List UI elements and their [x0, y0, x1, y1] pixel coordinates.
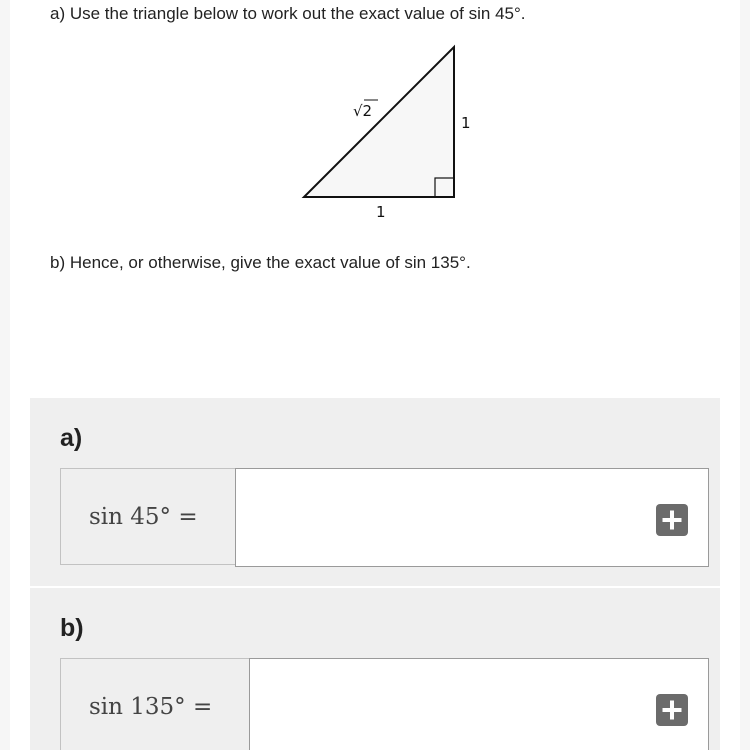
part-a-prompt: sin 45° =	[89, 503, 198, 530]
question-page	[10, 0, 740, 750]
question-part-a-text: a) Use the triangle below to work out the exact value of sin 45°.	[50, 4, 526, 23]
part-a-insert-button[interactable]	[656, 504, 688, 536]
part-b-label: b)	[60, 614, 84, 642]
base-label: 1	[376, 203, 386, 221]
part-b-answer-input[interactable]	[249, 658, 709, 750]
right-triangle-figure	[280, 40, 480, 225]
answer-section-b	[30, 588, 720, 750]
part-a-label: a)	[60, 424, 83, 452]
part-a-prompt-box	[60, 468, 236, 565]
hypotenuse-label: √2	[353, 102, 373, 120]
plus-square-icon	[656, 504, 688, 536]
triangle-shape	[304, 47, 454, 197]
plus-square-icon	[656, 694, 688, 726]
part-b-prompt: sin 135° =	[89, 693, 213, 720]
answer-section-a	[30, 398, 720, 586]
question-part-b-text: b) Hence, or otherwise, give the exact value of sin 135°.	[50, 253, 471, 272]
vertical-side-label: 1	[461, 114, 471, 132]
part-b-insert-button[interactable]	[656, 694, 688, 726]
answers-area	[30, 398, 720, 750]
part-b-prompt-box	[60, 658, 250, 750]
part-a-answer-input[interactable]	[235, 468, 709, 567]
